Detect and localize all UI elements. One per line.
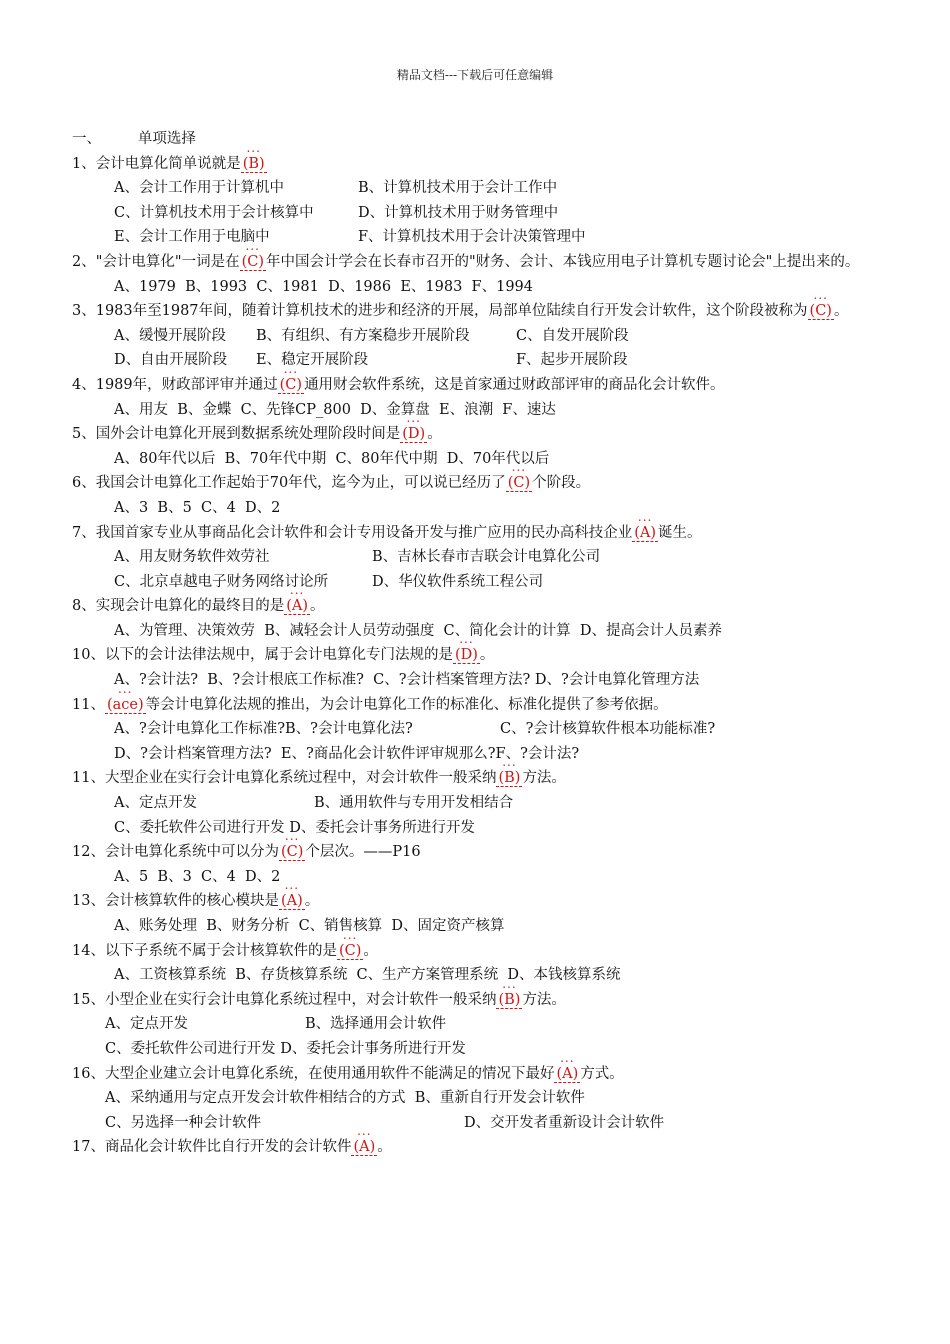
question-13: 13、会计核算软件的核心模块是... (A) 。 <box>72 889 872 914</box>
question-2: 2、"会计电算化"一词是在... (C) 年中国会计学会在长春市召开的"财务、会计、本钱应用电子计算机专题讨论会"上提出来的。 <box>72 250 872 275</box>
options-row: A、工资核算系统 B、存货核算系统 C、生产方案管理系统 D、本钱核算系统 <box>114 967 621 984</box>
options-row: A、80年代以后 B、70年代中期 C、80年代中期 D、70年代以后 <box>114 450 550 467</box>
question-4: 4、1989年，财政部评审并通过... (C) 通用财会软件系统，这是首家通过财政部评审的商品化会计软件。 <box>72 373 872 398</box>
options-row: A、用友 B、金蝶 C、先锋CP_800 D、金算盘 E、浪潮 F、速达 <box>114 401 556 418</box>
question-6: 6、我国会计电算化工作起始于70年代，迄今为止，可以说已经历了... (C) 个阶段。 <box>72 471 872 496</box>
options-row: A、为管理、决策效劳 B、减轻会计人员劳动强度 C、简化会计的计算 D、提高会计人员素养 <box>114 622 722 639</box>
document-body <box>72 127 872 1160</box>
answer-mark: ... (B) <box>241 156 267 173</box>
options-row: A、账务处理 B、财务分析 C、销售核算 D、固定资产核算 <box>114 918 505 934</box>
answer-mark: ... (ace) <box>105 697 146 714</box>
options-row: A、?会计电算化工作标准?B、?会计电算化法? C、?会计核算软件根本功能标准? <box>114 721 716 738</box>
question-1: 1、会计电算化简单说就是... (B) <box>72 152 872 177</box>
answer-mark: ... (C) <box>808 303 834 320</box>
options-row: A、用友财务软件效劳社 B、吉林长春市吉联会计电算化公司 <box>114 549 601 566</box>
options-row: C、另选择一种会计软件 D、交开发者重新设计会计软件 <box>105 1114 665 1131</box>
answer-mark: ... (C) <box>279 844 305 861</box>
question-8: 8、实现会计电算化的最终目的是... (A) 。 <box>72 594 872 619</box>
options-row: A、定点开发 B、选择通用会计软件 <box>105 1016 447 1033</box>
answer-mark: ... (A) <box>279 893 305 910</box>
answer-mark: ... (C) <box>278 377 304 394</box>
answer-mark: ... (A) <box>554 1066 580 1083</box>
section-title: 一、 单项选择 <box>72 131 196 147</box>
options-row: A、3 B、5 C、4 D、2 <box>114 499 281 516</box>
question-17: 17、商品化会计软件比自行开发的会计软件... (A) 。 <box>72 1135 872 1160</box>
options-row: C、北京卓越电子财务网络讨论所 D、华仪软件系统工程公司 <box>114 573 544 590</box>
question-10: 10、以下的会计法律法规中，属于会计电算化专门法规的是... (D) 。 <box>72 643 872 668</box>
question-11a: 11、... (ace) 等会计电算化法规的推出，为会计电算化工作的标准化、标准化提供了参考依据。 <box>72 693 872 718</box>
options-row: D、?会计档案管理方法? E、?商品化会计软件评审规那么?F、?会计法? <box>114 745 580 762</box>
options-row: E、会计工作用于电脑中 F、计算机技术用于会计决策管理中 <box>114 229 586 246</box>
page-header: 精品文档---下载后可任意编辑 <box>396 68 554 82</box>
question-16: 16、大型企业建立会计电算化系统，在使用通用软件不能满足的情况下最好... (A) 方式。 <box>72 1062 872 1087</box>
options-row: D、自由开展阶段 E、稳定开展阶段 F、起步开展阶段 <box>114 352 628 369</box>
answer-mark: ... (B) <box>496 992 522 1009</box>
answer-mark: ... (C) <box>506 475 532 492</box>
answer-mark: ... (B) <box>496 770 522 787</box>
options-row: A、5 B、3 C、4 D、2 <box>114 868 281 885</box>
options-row: A、1979 B、1993 C、1981 D、1986 E、1983 F、1994 <box>114 278 533 295</box>
answer-mark: ... (C) <box>240 254 266 271</box>
question-12: 12、会计电算化系统中可以分为... (C) 个层次。——P16 <box>72 840 872 865</box>
answer-mark: ... (C) <box>337 943 363 960</box>
answer-mark: ... (A) <box>284 598 310 615</box>
answer-mark: ... (D) <box>400 426 427 443</box>
answer-mark: ... (A) <box>632 525 658 542</box>
question-11b: 11、大型企业在实行会计电算化系统过程中，对会计软件一般采纳... (B) 方法。 <box>72 766 872 791</box>
options-row: C、委托软件公司进行开发 D、委托会计事务所进行开发 <box>105 1040 466 1057</box>
options-row: A、缓慢开展阶段 B、有组织、有方案稳步开展阶段 C、自发开展阶段 <box>114 327 629 344</box>
question-14: 14、以下子系统不属于会计核算软件的是... (C) 。 <box>72 939 872 964</box>
answer-mark: ... (A) <box>351 1139 377 1156</box>
answer-mark: ... (D) <box>453 647 480 664</box>
options-row: A、会计工作用于计算机中 B、计算机技术用于会计工作中 <box>114 180 558 197</box>
question-3: 3、1983年至1987年间，随着计算机技术的进步和经济的开展，局部单位陆续自行开发会计软件，这个阶段被称为... (C) 。 <box>72 299 872 324</box>
question-5: 5、国外会计电算化开展到数据系统处理阶段时间是... (D) 。 <box>72 422 872 447</box>
question-7: 7、我国首家专业从事商品化会计软件和会计专用设备开发与推广应用的民办高科技企业... (A) 诞生。 <box>72 521 872 546</box>
options-row: A、采纳通用与定点开发会计软件相结合的方式 B、重新自行开发会计软件 <box>105 1090 585 1107</box>
options-row: C、委托软件公司进行开发 D、委托会计事务所进行开发 <box>114 819 475 836</box>
options-row: A、?会计法? B、?会计根底工作标准? C、?会计档案管理方法? D、?会计电算化管理方法 <box>114 672 700 689</box>
question-15: 15、小型企业在实行会计电算化系统过程中，对会计软件一般采纳... (B) 方法。 <box>72 988 872 1013</box>
options-row: C、计算机技术用于会计核算中 D、计算机技术用于财务管理中 <box>114 204 559 221</box>
options-row: A、定点开发 B、通用软件与专用开发相结合 <box>114 795 514 812</box>
